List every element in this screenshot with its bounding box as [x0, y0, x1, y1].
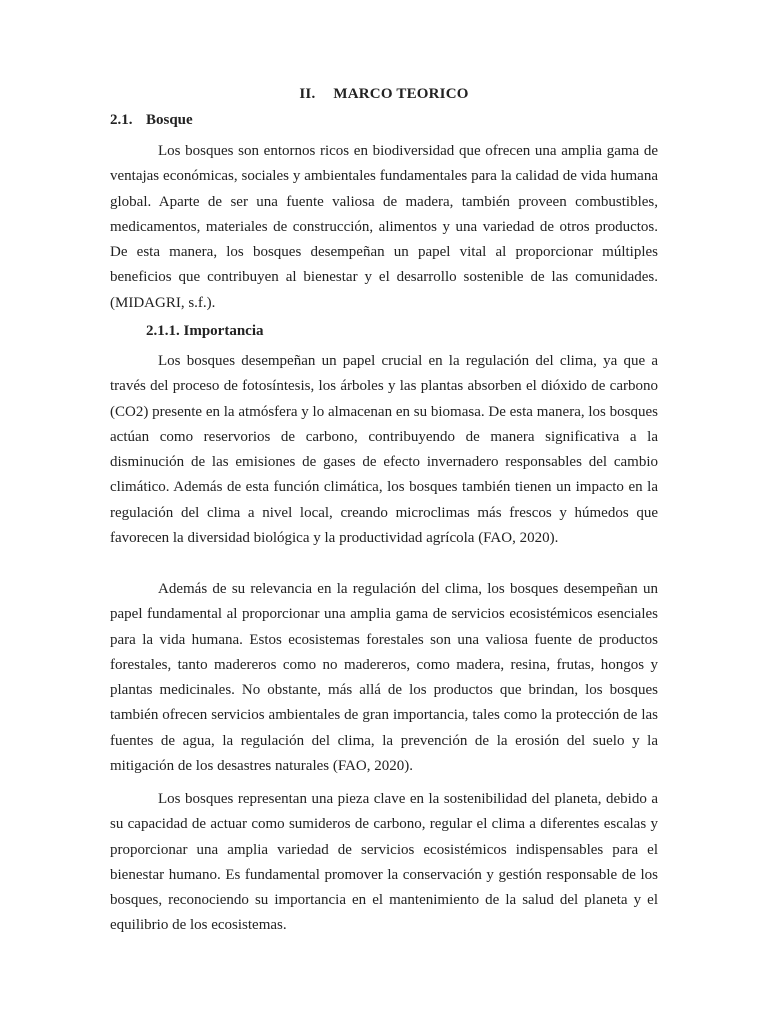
chapter-title: [0, 84, 768, 104]
subsection-number: 2.1.1.: [146, 323, 180, 339]
section-title: Bosque: [146, 112, 193, 128]
paragraph-importancia-3: Los bosques representan una pieza clave en la sostenibilidad del planeta, debido a su capacidad de actuar como sumideros de carbono, regular el clima a diferentes escalas y proporcionar una amplia variedad de servicios ecosistémicos indispensables para el bienestar humano. Es fundamental promover la conservación y gestión responsable de los bosques, reconociendo su importancia en el mantenimiento de la salud del planeta y el equilibrio de los ecosistemas.: [110, 791, 658, 934]
paragraph-importancia-1: Los bosques desempeñan un papel crucial en la regulación del clima, ya que a través del proceso de fotosíntesis, los árboles y las plantas absorben el dióxido de carbono (CO2) presente en la atmósfera y lo almacenan en su biomasa. De esta manera, los bosques actúan como reservorios de carbono, contribuyendo de manera significativa a la disminución de las emisiones de gases de efecto invernadero responsables del cambio climático. Además de esta función climática, los bosques también tienen un impacto en la regulación del clima a nivel local, creando microclimas más frescos y húmedos que favorecen la diversidad biológica y la productividad agrícola (FAO, 2020).: [110, 353, 658, 547]
section-number: 2.1.: [110, 112, 133, 128]
paragraph-bosque-intro: Los bosques son entornos ricos en biodiversidad que ofrecen una amplia gama de ventajas económicas, sociales y ambientales fundamentales para la calidad de vida humana global. Aparte de ser una fuente valiosa de madera, también proveen combustibles, medicamentos, materiales de construcción, alimentos y una variedad de otros productos. De esta manera, los bosques desempeñan un papel vital al proporcionar múltiples beneficios que contribuyen al bienestar y el desarrollo sostenible de las comunidades. (MIDAGRI, s.f.).: [110, 143, 658, 311]
subsection-heading-importancia: [146, 321, 264, 341]
paragraph-importancia-2: Además de su relevancia en la regulación del clima, los bosques desempeñan un papel fundamental al proporcionar una amplia gama de servicios ecosistémicos esenciales para la vida humana. Estos ecosistemas forestales son una valiosa fuente de productos forestales, tanto madereros como no madereros, como madera, resina, frutas, hongos y plantas medicinales. No obstante, más allá de los productos que brindan, los bosques también ofrecen servicios ambientales de gran importancia, tales como la protección de las fuentes de agua, la regulación del clima, la prevención de la erosión del suelo y la mitigación de los desastres naturales (FAO, 2020).: [110, 581, 658, 775]
section-heading-bosque: [110, 110, 193, 130]
chapter-number: II.: [299, 86, 316, 102]
subsection-title: Importancia: [183, 323, 264, 339]
chapter-title-text: MARCO TEORICO: [333, 86, 469, 102]
